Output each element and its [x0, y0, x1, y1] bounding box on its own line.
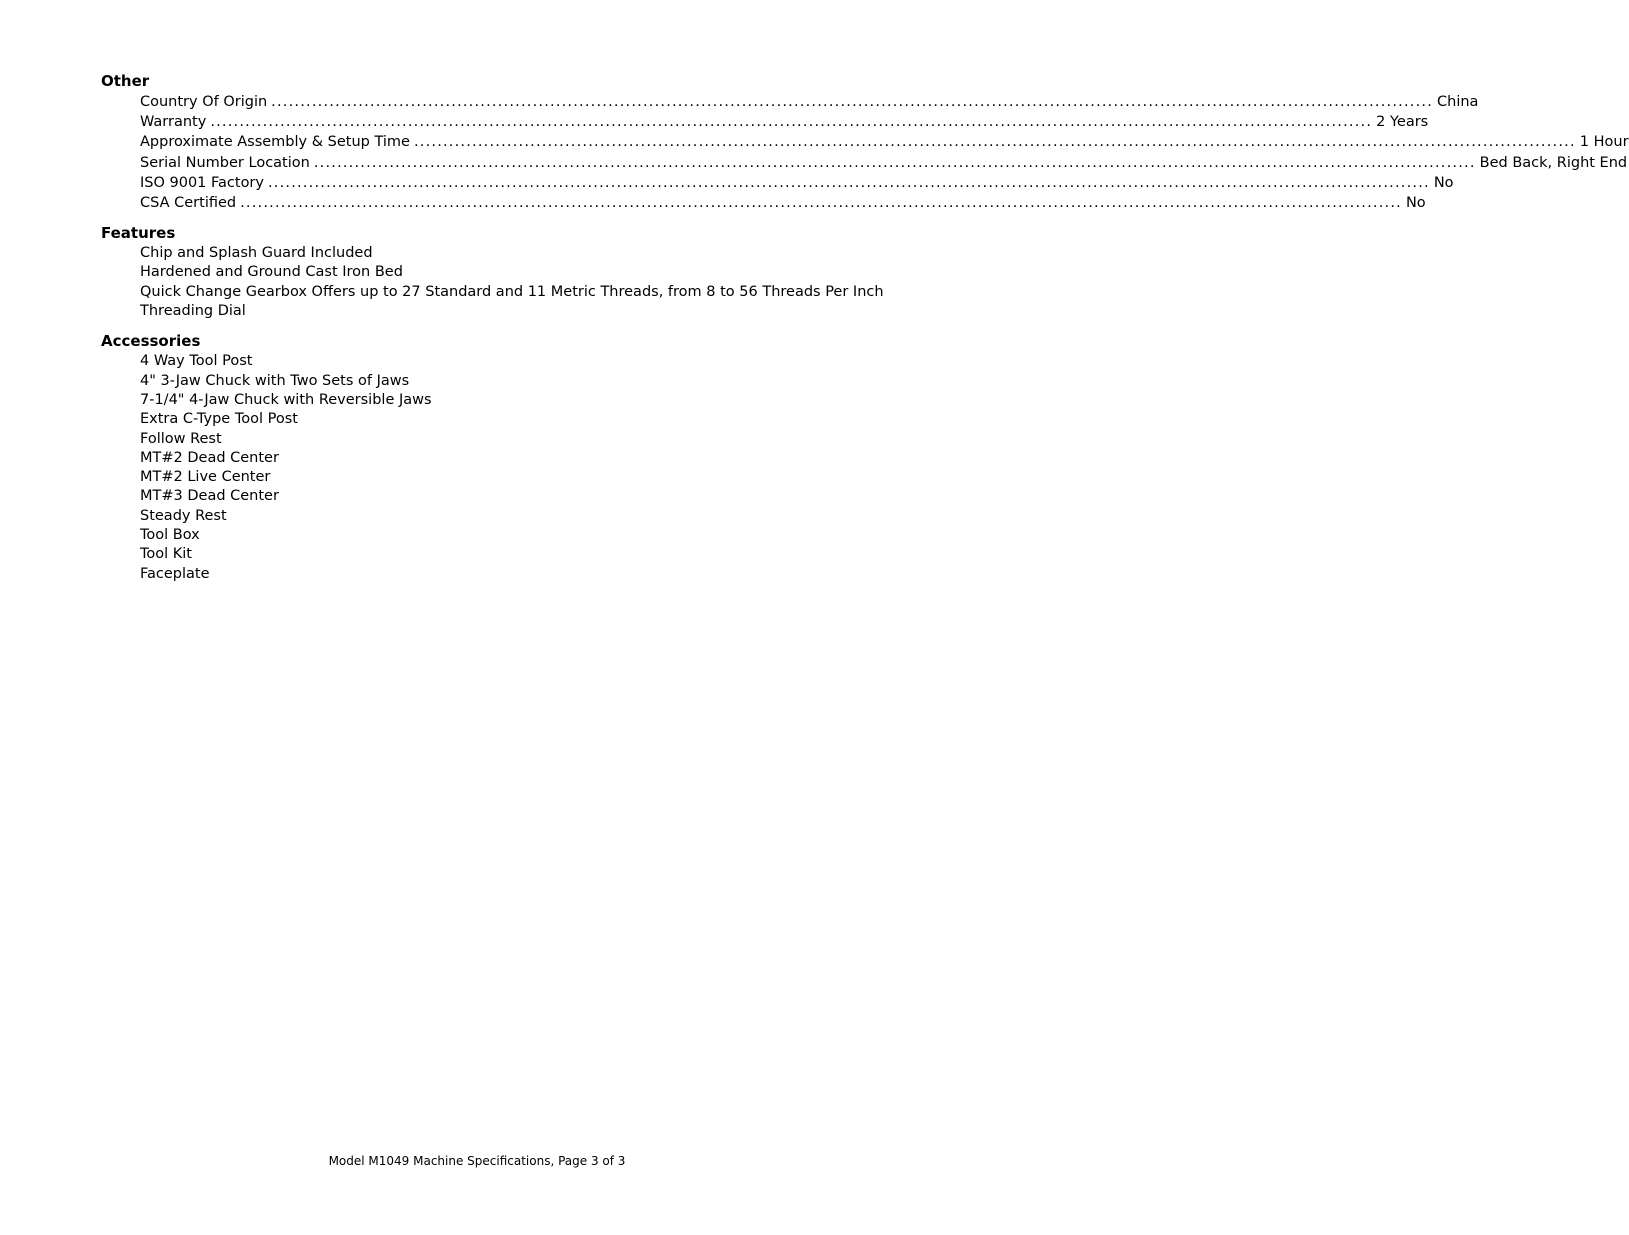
feature-list: [140, 244, 884, 321]
spec-row: [140, 112, 1429, 132]
list-item: Chip and Splash Guard Included: [140, 245, 373, 262]
list-item: Threading Dial: [140, 303, 246, 320]
list-item: MT#2 Dead Center: [140, 449, 279, 466]
spec-value: No: [1433, 174, 1454, 191]
section-heading-features: Features: [101, 224, 176, 243]
spec-value: No: [1405, 194, 1426, 211]
spec-row: [140, 193, 1426, 213]
list-item: Extra C-Type Tool Post: [140, 411, 298, 428]
spec-value: 2 Years: [1376, 114, 1429, 131]
list-item: 4" 3-Jaw Chuck with Two Sets of Jaws: [140, 372, 410, 389]
list-item: Follow Rest: [140, 430, 222, 447]
list-item: Hardened and Ground Cast Iron Bed: [140, 264, 403, 281]
spec-row: [140, 92, 1479, 112]
list-item: MT#2 Live Center: [140, 469, 271, 486]
list-item: Quick Change Gearbox Offers up to 27 Standard and 11 Metric Threads, from 8 to 56 Threads Per Inch: [140, 283, 884, 300]
list-item: Faceplate: [140, 565, 210, 582]
list-item: MT#3 Dead Center: [140, 488, 279, 505]
spec-row: [140, 153, 1628, 173]
spec-value: Bed Back, Right End: [1479, 154, 1628, 171]
dot-leader: ........................................................................................................................................................................................................: [240, 194, 1402, 211]
dot-leader: ........................................................................................................................................................................................................: [267, 174, 1430, 191]
spec-label: Approximate Assembly & Setup Time: [140, 134, 410, 151]
spec-label: Warranty: [140, 114, 207, 131]
list-item: 7-1/4" 4-Jaw Chuck with Reversible Jaws: [140, 391, 432, 408]
spec-label: Country Of Origin: [140, 94, 268, 110]
spec-row: [140, 132, 1629, 152]
list-item: Tool Box: [140, 526, 200, 543]
spec-label: Serial Number Location: [140, 154, 310, 171]
list-item: Steady Rest: [140, 507, 227, 524]
spec-label: CSA Certified: [140, 194, 237, 211]
dot-leader: ........................................................................................................................................................................................................: [413, 134, 1576, 151]
spec-list-other: [140, 92, 1629, 213]
dot-leader: ........................................................................................................................................................................................................: [210, 114, 1373, 131]
list-item: 4 Way Tool Post: [140, 353, 253, 370]
accessory-list: [140, 352, 853, 584]
list-item: Tool Kit: [140, 546, 192, 563]
spec-row: [140, 173, 1454, 193]
document-page: [101, 70, 1629, 584]
spec-value: 1 Hour: [1579, 134, 1629, 151]
section-heading-accessories: Accessories: [101, 332, 201, 351]
section-heading-other: Other: [101, 72, 150, 90]
spec-value: China: [1437, 94, 1479, 110]
dot-leader: ........................................................................................................................................................................................................: [313, 154, 1476, 171]
dot-leader: ........................................................................................................................................................................................................: [271, 94, 1433, 110]
spec-label: ISO 9001 Factory: [140, 174, 264, 191]
page-footer: Model M1049 Machine Specifications, Page 3 of 3: [328, 1154, 626, 1168]
